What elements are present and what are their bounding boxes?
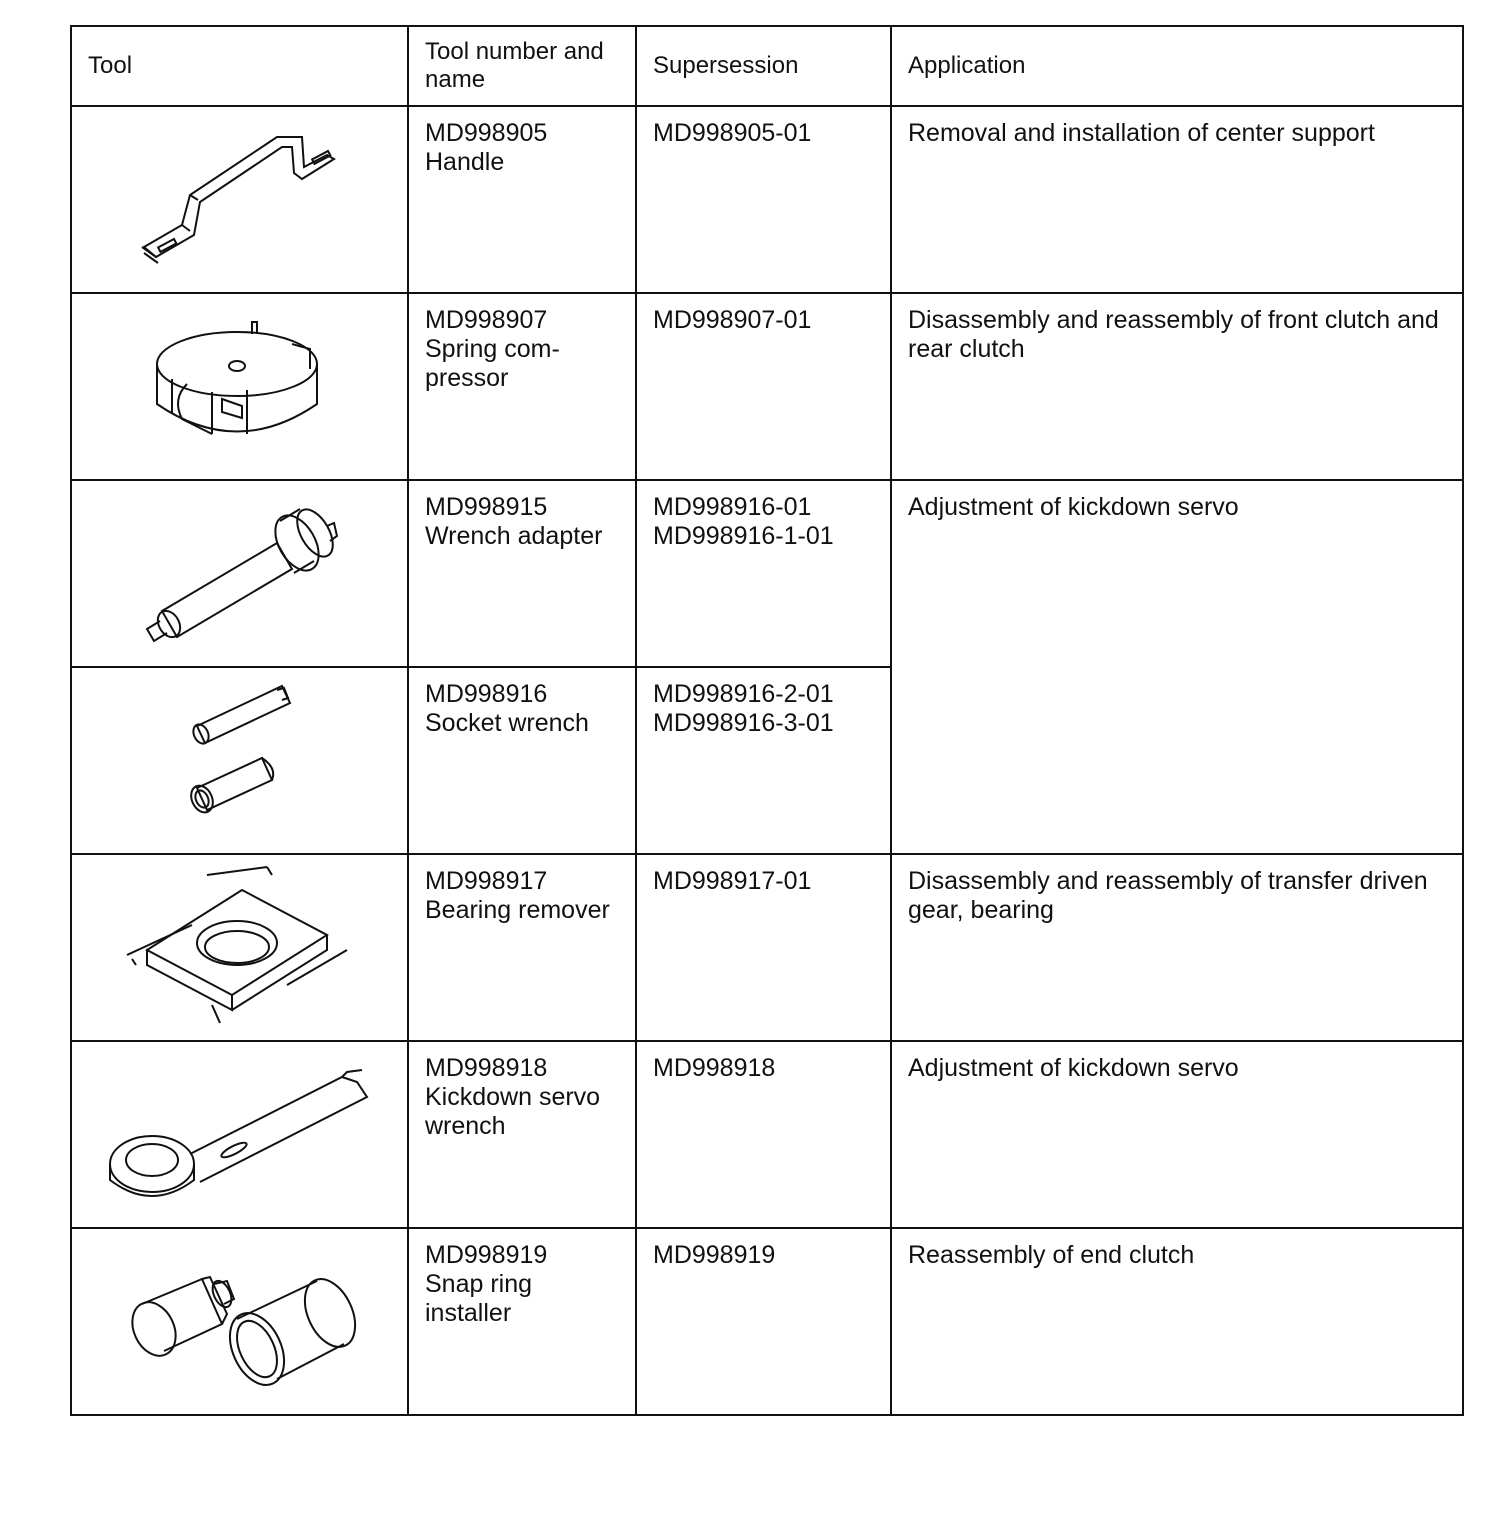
application-text: Reassembly of end clutch xyxy=(908,1241,1195,1269)
wrench-adapter-tool-icon xyxy=(72,481,406,666)
application-cell xyxy=(891,854,1463,1041)
tool-number-cell xyxy=(408,667,636,854)
supersession-value: MD998916-3-01 xyxy=(653,709,834,737)
tool-image-cell xyxy=(71,106,408,293)
application-text: Adjustment of kickdown servo xyxy=(908,1054,1239,1082)
tool-image-cell xyxy=(71,854,408,1041)
supersession-cell xyxy=(636,854,891,1041)
application-text: Disassembly and reassembly of transfer driven gear, bearing xyxy=(908,867,1428,924)
tool-name: Wrench adapter xyxy=(425,522,603,550)
tool-name: Bearing remover xyxy=(425,896,610,924)
application-cell xyxy=(891,293,1463,480)
tool-number: MD998917 xyxy=(425,867,548,895)
supersession-cell xyxy=(636,1228,891,1415)
application-cell xyxy=(891,1228,1463,1415)
header-tool: Tool xyxy=(71,26,408,106)
application-text: Removal and installation of center support xyxy=(908,119,1375,147)
tool-number: MD998915 xyxy=(425,493,548,521)
table-row xyxy=(71,480,1463,667)
supersession-value: MD998905-01 xyxy=(653,119,812,147)
supersession-value: MD998919 xyxy=(653,1241,776,1269)
header-tool-number: Tool number and name xyxy=(408,26,636,106)
tool-image-cell xyxy=(71,480,408,667)
header-supersession: Supersession xyxy=(636,26,891,106)
tool-number: MD998918 xyxy=(425,1054,548,1082)
supersession-value: MD998907-01 xyxy=(653,306,812,334)
tool-number-cell xyxy=(408,106,636,293)
tool-image-cell xyxy=(71,1228,408,1415)
header-application: Application xyxy=(891,26,1463,106)
tool-name: Socket wrench xyxy=(425,709,589,737)
table-row xyxy=(71,1228,1463,1415)
table-row xyxy=(71,293,1463,480)
tool-number: MD998916 xyxy=(425,680,548,708)
tool-image-cell xyxy=(71,667,408,854)
tool-name: Handle xyxy=(425,148,505,176)
tool-number: MD998905 xyxy=(425,119,548,147)
special-tools-table xyxy=(70,25,1464,1416)
supersession-cell xyxy=(636,293,891,480)
supersession-value: MD998916-01 xyxy=(653,493,812,521)
application-cell xyxy=(891,1041,1463,1228)
kickdown-servo-wrench-tool-icon xyxy=(72,1042,406,1227)
tool-number-cell xyxy=(408,854,636,1041)
tool-number: MD998919 xyxy=(425,1241,548,1269)
tool-number: MD998907 xyxy=(425,306,548,334)
supersession-value: MD998916-2-01 xyxy=(653,680,834,708)
table-row xyxy=(71,854,1463,1041)
application-cell xyxy=(891,106,1463,293)
supersession-cell xyxy=(636,1041,891,1228)
tool-number-cell xyxy=(408,1041,636,1228)
supersession-value: MD998916-1-01 xyxy=(653,522,834,550)
handle-tool-icon xyxy=(72,107,406,292)
tool-image-cell xyxy=(71,1041,408,1228)
tool-number-cell xyxy=(408,293,636,480)
socket-wrench-tool-icon xyxy=(72,668,406,853)
table-header-row xyxy=(71,26,1463,106)
bearing-remover-tool-icon xyxy=(72,855,406,1040)
application-text: Adjustment of kickdown servo xyxy=(908,493,1239,521)
tool-name: Spring com- pressor xyxy=(425,335,560,392)
snap-ring-installer-tool-icon xyxy=(72,1229,406,1414)
spring-compressor-tool-icon xyxy=(72,294,406,479)
supersession-cell xyxy=(636,106,891,293)
table-row xyxy=(71,106,1463,293)
tool-name: Snap ring installer xyxy=(425,1270,533,1327)
application-text: Disassembly and reassembly of front clutch and rear clutch xyxy=(908,306,1439,363)
supersession-cell xyxy=(636,667,891,854)
table-row xyxy=(71,1041,1463,1228)
supersession-value: MD998918 xyxy=(653,1054,776,1082)
supersession-value: MD998917-01 xyxy=(653,867,812,895)
tool-number-cell xyxy=(408,1228,636,1415)
tool-image-cell xyxy=(71,293,408,480)
tool-name: Kickdown servo wrench xyxy=(425,1083,601,1140)
application-cell xyxy=(891,480,1463,854)
supersession-cell xyxy=(636,480,891,667)
tool-number-cell xyxy=(408,480,636,667)
